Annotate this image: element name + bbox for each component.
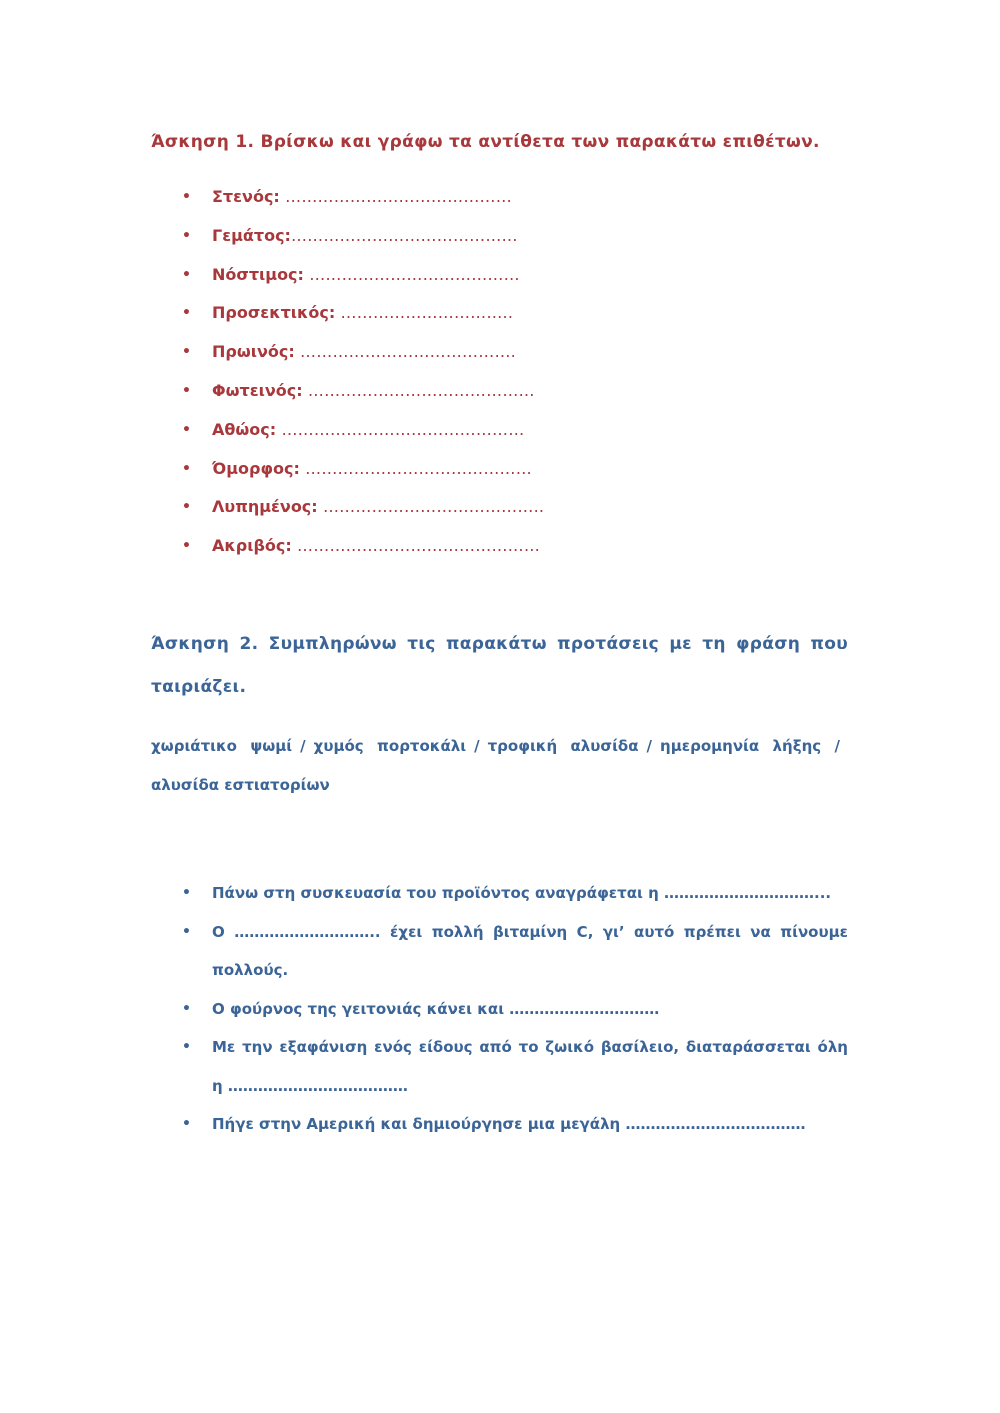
list-item xyxy=(151,178,544,217)
adjective-word: Νόστιμος: xyxy=(212,264,304,284)
bullet-icon: • xyxy=(182,189,191,205)
adjective-word: Γεμάτος: xyxy=(212,225,291,245)
bullet-icon: • xyxy=(182,382,191,399)
bullet-icon: • xyxy=(182,227,191,244)
bullet-icon: • xyxy=(182,1039,191,1055)
answer-blank[interactable]: …………………………………… xyxy=(290,225,518,245)
exercise2-title: Άσκηση 2. Συμπληρώνω τις παρακάτω προτάσεις με τη φράση που ταιριάζει. xyxy=(151,634,848,697)
bullet-icon: • xyxy=(182,923,191,940)
adjective-word: Προσεκτικός: xyxy=(212,303,336,323)
exercise2-list xyxy=(151,874,848,1144)
phrase-separator: / xyxy=(300,737,306,755)
bullet-icon: • xyxy=(182,885,191,901)
sentence-text[interactable]: Πάνω στη συσκευασία του προϊόντος αναγράφεται η …………………………... xyxy=(212,884,832,902)
exercise1-list xyxy=(151,178,544,566)
list-item xyxy=(151,294,544,333)
phrase-bank xyxy=(151,727,848,805)
phrase-option: χυμός πορτοκάλι xyxy=(313,737,467,755)
adjective-word: Λυπημένος: xyxy=(212,497,318,517)
phrase-option: χωριάτικο ψωμί xyxy=(151,737,293,755)
sentence-text[interactable]: Πήγε στην Αμερική και δημιούργησε μια μεγάλη ……………………………… xyxy=(212,1115,806,1133)
list-item xyxy=(151,450,544,489)
answer-blank[interactable]: ……………………………………… xyxy=(276,419,525,439)
phrase-option: αλυσίδα εστιατορίων xyxy=(151,776,330,794)
bullet-icon: • xyxy=(182,1116,191,1132)
adjective-word: Στενός: xyxy=(212,187,280,206)
bullet-icon: • xyxy=(182,266,191,283)
sentence-text[interactable]: Ο ……………………….. έχει πολλή βιταμίνη C, γι’ αυτό πρέπει να πίνουμε πολλούς. xyxy=(212,922,848,979)
bullet-icon: • xyxy=(182,305,191,322)
sentence-item xyxy=(151,1028,848,1105)
adjective-word: Ακριβός: xyxy=(212,536,292,556)
answer-blank[interactable]: ………………………….. xyxy=(335,303,514,323)
phrase-separator: / xyxy=(834,737,840,755)
sentence-item xyxy=(151,913,848,990)
list-item xyxy=(151,527,544,566)
adjective-word: Φωτεινός: xyxy=(212,380,303,400)
list-item xyxy=(151,411,544,450)
list-item xyxy=(151,488,544,527)
exercise1-title: Άσκηση 1. Βρίσκω και γράφω τα αντίθετα των παρακάτω επιθέτων. xyxy=(151,132,820,152)
sentence-item xyxy=(151,990,848,1029)
answer-blank[interactable]: …………………………………… xyxy=(299,458,532,478)
answer-blank[interactable]: ………………………………….. xyxy=(317,497,545,517)
phrase-separator: / xyxy=(474,737,480,755)
list-item xyxy=(151,217,544,256)
answer-blank[interactable]: ……………………………………… xyxy=(291,536,541,556)
answer-blank[interactable]: …………………………………… xyxy=(279,187,512,206)
adjective-word: Αθώος: xyxy=(212,419,277,439)
adjective-word: Πρωινός: xyxy=(212,342,295,362)
bullet-icon: • xyxy=(182,421,191,438)
bullet-icon: • xyxy=(182,460,191,477)
sentence-text[interactable]: Ο φούρνος της γειτονιάς κάνει και ………………………… xyxy=(212,999,660,1018)
answer-blank[interactable]: …………………………………… xyxy=(302,380,535,400)
list-item xyxy=(151,256,544,295)
answer-blank[interactable]: …………………………………. xyxy=(294,342,516,362)
list-item xyxy=(151,333,544,372)
list-item xyxy=(151,372,544,411)
sentence-text[interactable]: Με την εξαφάνιση ενός είδους από το ζωικό βασίλειο, διαταράσσεται όλη η ……………………………… xyxy=(212,1038,848,1095)
bullet-icon: • xyxy=(182,344,191,361)
phrase-separator: / xyxy=(646,737,653,755)
phrase-option: τροφική αλυσίδα xyxy=(487,737,639,755)
adjective-word: Όμορφος: xyxy=(212,458,300,478)
sentence-item xyxy=(151,874,848,913)
bullet-icon: • xyxy=(182,538,191,555)
sentence-item xyxy=(151,1105,848,1144)
answer-blank[interactable]: ………………………………… xyxy=(303,264,520,284)
phrase-option: ημερομηνία λήξης xyxy=(660,737,822,755)
bullet-icon: • xyxy=(182,1000,191,1017)
bullet-icon: • xyxy=(182,499,191,516)
